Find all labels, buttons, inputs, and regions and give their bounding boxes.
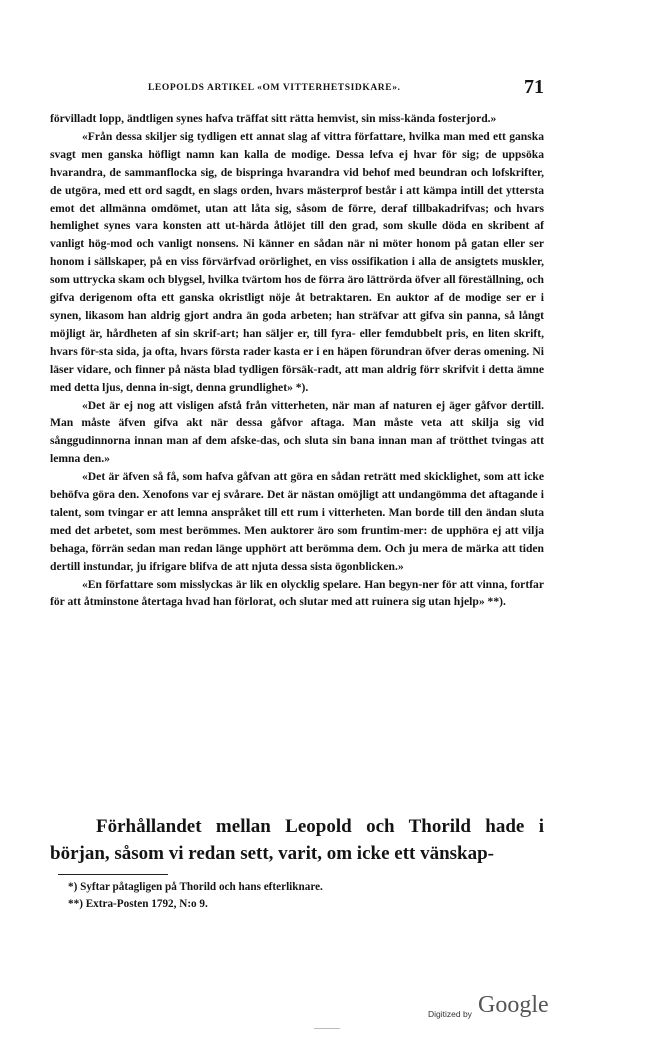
footnotes: [68, 879, 528, 913]
body-text: [50, 110, 544, 611]
footnote-1: *) Syftar påtagligen på Thorild och hans efterliknare.: [68, 881, 323, 893]
running-head: LEOPOLDS ARTIKEL «OM VITTERHETSIDKARE».: [148, 83, 401, 93]
page-header: [104, 76, 544, 99]
paragraph-quote-modige: «Från dessa skiljer sig tydligen ett annat slag af vittra författare, hvilka man med ett ganska svagt men ganska höfligt namn kan kalla de modige. Dessa lefva ej hvar för sig; de uppsöka hvarandra, de sammanflocka sig, de bispringa hvarandra vid behof med beundran och lofskrifter, de utgöra, med ett ord sagdt, en slags orden, hvars mästerprof består i att kämpa intill det yttersta emot det allmänna omdömet, utan att låta sig, såsom de förre, deraf tillbakadrifvas; och hvars hemlighet synes vara konsten att ut-härda åtlöjet till den grad, som skulle döda en skribent af vanligt hög-mod och vanligt nonsens. Ni känner en sådan när ni möter honom på gatan eller ser honom i sällskaper, på en viss förvärfvad orörlighet, en viss ossifikation i alla de ansigtets muskler, som uttrycka skam och blygsel, hvilka tvärtom hos de förra äro lättrörda öfver all föreställning, och gifva derigenom ofta ett ganska okristligt nöje åt betraktaren. En auktor af de modige ser er i synen, likasom han aldrig gjort andra än goda arbeten; han sträfvar att gifva sin panna, så långt möjligt är, hårdheten af sin skrif-art; han säljer er, till fyra- eller femdubbelt pris, en liten skrift, hvars för-sta sida, ja ofta, hvars första rader kasta er i en häpen förundran öfver deras omening. Ni läser vidare, och finner på nästa blad tydligen försäk-radt, att man aldrig förr skrifvit i detta ämne med detta ljus, denna in-sigt, denna grundlighet» *).: [50, 129, 544, 394]
footnote-2: **) Extra-Posten 1792, N:o 9.: [68, 898, 208, 910]
page-number: 71: [524, 76, 544, 98]
bottom-scan-mark: [314, 1028, 340, 1029]
paragraph-continuation: förvilladt lopp, ändtligen synes hafva träffat sitt rätta hemvist, sin miss-kända fosterjord.»: [50, 112, 497, 125]
footnote-divider: [58, 874, 168, 875]
paragraph-quote-vitterheten: «Det är ej nog att visligen afstå från vitterheten, när man af naturen ej äger gåfvor dertill. Man måste äfven gifva akt när dessa gåfvor aftaga. Man måste veta att skilja sig vid sånggudinnorna innan man af dem afske-das, och sluta sin bana innan man af trötthet tvingas att lemna den.»: [50, 398, 544, 466]
digitized-label: Digitized by: [428, 1009, 472, 1019]
large-text-block: [50, 813, 544, 867]
google-logo: Google: [478, 992, 549, 1018]
paragraph-quote-retratt: «Det är äfven så få, som hafva gåfvan att göra en sådan reträtt med skicklighet, som att icke behöfva göra den. Xenofons var ej svårare. Det är nästan omöjligt att undangömma det aftagande i talent, som tvingar er att lemna anspråket till ett rum i vitterheten. Man borde till den ändan sluta med det arbetet, som mest berömmes. Men auktorer äro som fruntim-mer: de upphöra ej att vilja behaga, förrän sedan man redan länge upphört att berömma dem. Och ju mera de märka att tiden dertill instundar, ju ifrigare blifva de att njuta dessa sista ögonblicken.»: [50, 470, 544, 573]
paragraph-quote-spelare: «En författare som misslyckas är lik en olycklig spelare. Han begyn-ner för att vinna, fortfar för att åtminstone återtaga hvad han förlorat, och slutar med att ruinera sig utan hjelp» **).: [50, 577, 544, 609]
paragraph-leopold-thorild: Förhållandet mellan Leopold och Thorild hade i början, såsom vi redan sett, varit, om icke ett vänskap-: [50, 816, 544, 864]
